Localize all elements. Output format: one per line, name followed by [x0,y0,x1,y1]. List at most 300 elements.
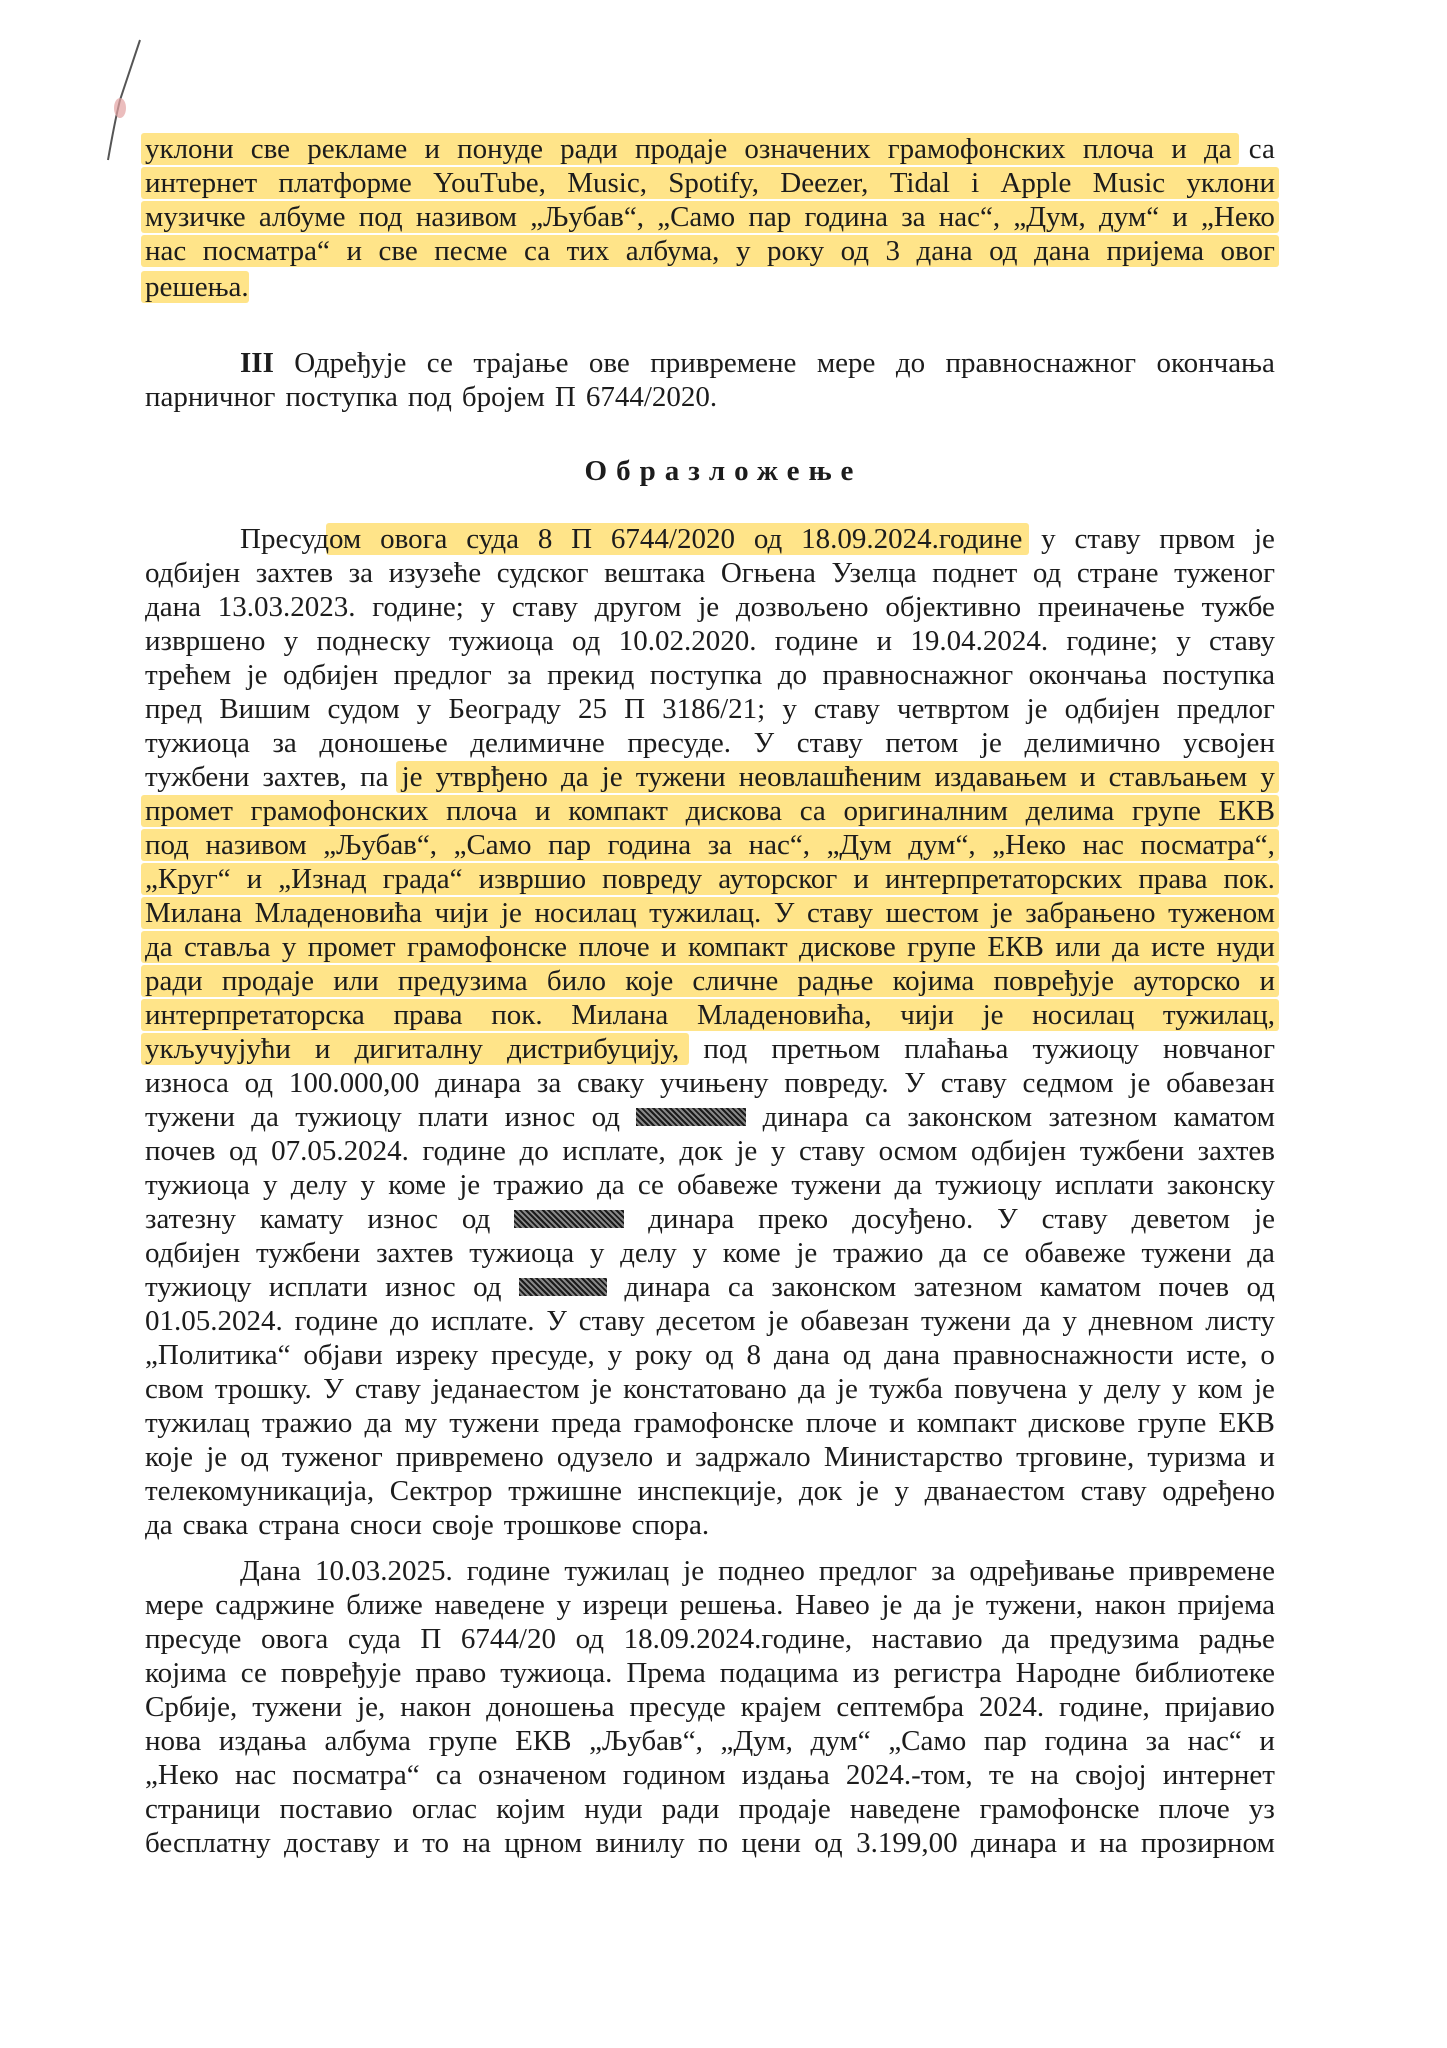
word: за [707,829,733,861]
word: износа [145,1067,229,1099]
text-line [145,692,1275,726]
word: за [507,659,532,691]
word: називом [205,829,307,861]
text-line [145,1724,1275,1758]
word: ставу [1080,1475,1147,1507]
word: ЕКВ [515,1725,572,1757]
word: означених [744,133,871,165]
word: наведене [434,1589,545,1621]
word: одбијен [145,1237,241,1269]
text-line [145,896,1275,930]
word: Младеновића [254,897,423,929]
word: објави [303,1339,383,1371]
word: доставу [284,1827,380,1859]
word: П [624,693,646,725]
word: тужиоцу [145,1271,252,1303]
word: уклони [145,133,234,165]
word: року [766,235,825,267]
word: од [575,1623,605,1655]
word: У [753,727,775,759]
word: динара [970,1827,1057,1859]
text-line [145,1372,1275,1406]
word: све [378,235,418,267]
word: у [281,931,297,963]
word: поднеску [316,625,431,657]
word: овог [1220,235,1275,267]
word: пријема [1106,235,1205,267]
word: трговине, [1016,1441,1135,1473]
word: 07.05.2024. [271,1135,409,1167]
word: дигиталну [354,1033,483,1065]
word: У [323,1373,344,1405]
word: плоче [1158,1793,1230,1825]
word: пресуде [145,1623,242,1655]
word: 3.199,00 [856,1827,958,1859]
word: утврђено [435,761,548,793]
text-line [240,346,1275,380]
word: ове [588,347,630,379]
word: оглас [411,1793,477,1825]
word: ради [661,1793,720,1825]
text-line [145,964,1275,998]
word: суда [466,523,519,555]
word: коме [722,1237,781,1269]
word: поступка [649,659,763,691]
word: и [1080,761,1096,793]
word: „Дум, [1013,201,1086,233]
text-line [145,998,1275,1032]
word: дум“ [1098,201,1160,233]
text-line [145,930,1275,964]
word: у [692,1237,708,1269]
word: те [988,1759,1015,1791]
word: у [894,1475,909,1507]
word: тржишне [508,1475,622,1507]
word: године [422,1135,506,1167]
word: и [393,1827,409,1859]
word: пок. [1223,863,1275,895]
word: свом [145,1373,204,1405]
word: обавеже [1024,1237,1126,1269]
word: дневном [1088,1305,1194,1337]
word: којим [496,1793,566,1825]
word: је [590,1373,612,1405]
word: 6744/2020 [610,523,735,555]
word: законском [907,1101,1033,1133]
word: У [773,897,795,929]
word: од [753,523,783,555]
word: до [390,1305,420,1337]
word: делу [290,1169,348,1201]
word: Одређује [294,347,407,379]
word: грамофонске [407,931,568,963]
word: 3 [885,235,901,267]
word: предузима [397,965,528,997]
word: са [864,1101,892,1133]
word: цени [741,1827,801,1859]
word: П [420,1623,442,1655]
text-line [145,1236,1275,1270]
word: наведене [849,1793,961,1825]
word: Београду [448,693,561,725]
word: 01.05.2024. [145,1305,283,1337]
word: компакт [687,931,788,963]
word: је, [357,1691,386,1723]
word: издавањем [934,761,1067,793]
word: тужиоца [145,727,250,759]
word: да [798,1373,826,1405]
text-line [240,522,1275,556]
word: за [348,557,373,589]
word: у [1176,625,1191,657]
word: тужиоцу [1032,1033,1139,1065]
word: пок. [491,999,543,1031]
word: је [1253,523,1275,555]
word: компакт [916,1407,1017,1439]
word: пријавио [1164,1691,1275,1723]
word: година [1044,1725,1128,1757]
word: година [804,201,888,233]
word: одбијен [970,1135,1067,1167]
word: делу [1104,1373,1161,1405]
word: укључујући [145,1033,291,1065]
word: за [272,727,297,759]
word: је [796,1237,818,1269]
word: је [881,1589,903,1621]
word: интерпретаторских [884,863,1123,895]
word: до [777,659,808,691]
word: својој [1075,1759,1147,1791]
word: године, [1059,1691,1150,1723]
word: повређује [280,1657,402,1689]
word: окончања [1028,659,1148,691]
word: и [853,863,869,895]
word: стављањем [1108,761,1248,793]
word: од [814,1827,843,1859]
word: за [1145,1725,1170,1757]
text-line [145,1202,1275,1236]
word: нова [145,1725,202,1757]
word: динара [648,1203,735,1235]
word: повучена [954,1373,1068,1405]
word: од [591,1101,620,1133]
word: „Неко [145,1759,219,1791]
word: 8 [537,523,553,555]
text-line [145,1826,1275,1860]
word: „Изнад [278,863,367,895]
word: објективно [885,591,1022,623]
word: тужбени [145,761,250,793]
word: поднет [932,557,1018,589]
text-line [145,556,1275,590]
word: или [1055,931,1101,963]
text-line [145,234,1275,268]
word: и [314,1033,331,1065]
word: уз [1248,1793,1275,1825]
word: предлог [818,1555,918,1587]
word: сличне [692,965,779,997]
word: овога [261,1623,329,1655]
word: затезном [913,1271,1023,1303]
word: динара [435,1067,522,1099]
word: је [953,1589,975,1621]
text-line [145,862,1275,896]
word: крајем [740,1691,822,1723]
word: извршено [145,625,266,657]
word: је [459,1169,481,1201]
text-line [145,1338,1275,1372]
word: преко [758,1203,829,1235]
word: коме [388,1169,447,1201]
word: привремене [1128,1555,1275,1587]
word: да [914,1589,942,1621]
text-line [145,132,1275,166]
word: да [894,1169,923,1201]
word: и [424,133,440,165]
word: Deezer, [780,167,869,199]
word: и [1171,133,1187,165]
word: радње [1198,1623,1275,1655]
word: и [246,863,263,895]
word: законском [771,1271,897,1303]
word: пред [145,693,203,725]
word: делима [1025,795,1115,827]
word: У [997,1203,1018,1235]
word: правноснажног [945,347,1137,379]
word: и [1070,1827,1086,1859]
text-line [145,1508,1275,1542]
word: у [782,693,797,725]
word: у [416,693,432,725]
word: да [560,761,589,793]
word: 8 [746,1339,761,1371]
word: до [519,1135,549,1167]
word: је [601,761,623,793]
word: да [1112,931,1140,963]
word: делимично [1024,727,1161,759]
word: продаје [634,133,728,165]
word: сноси [349,1509,422,1541]
word: платформе [278,167,412,199]
word: судског [496,557,589,589]
word: до [895,347,926,379]
word: дана [145,591,202,623]
word: 6744/2020. [585,381,718,413]
word: издања [218,1725,307,1757]
word: тужени [920,1305,1011,1337]
word: исплати [268,1271,368,1303]
word: да [145,1509,173,1541]
word: је [683,1555,705,1587]
word: годином [622,1759,726,1791]
word: посматра“ [202,235,330,267]
word: 2024.-том, [845,1759,973,1791]
word: ставу [1208,625,1275,657]
word: било [546,965,607,997]
word: тужиоца. [500,1657,613,1689]
text-line [145,760,1275,794]
word: је [1026,693,1048,725]
word: албуме [258,201,346,233]
word: у [556,1589,572,1621]
word: регистра [893,1657,1002,1689]
word: посматра“ [292,1759,420,1791]
word: 25 [578,693,607,725]
word: групе [428,1725,498,1757]
word: ставу [511,591,578,623]
text-line [145,1792,1275,1826]
word: одузело [556,1441,654,1473]
word: динара [624,1271,711,1303]
word: „Љубав“, [323,829,438,861]
text-line [145,1032,1275,1066]
word: камату [259,1203,344,1235]
word: рекламе [307,133,408,165]
word: то [422,1827,450,1859]
word: дискове [1028,1407,1126,1439]
word: да [364,1407,393,1439]
word: са [727,1271,754,1303]
word: обавезан [1166,1067,1275,1099]
word: је [401,761,423,793]
word: року [635,1339,693,1371]
word: тужилац. [649,897,762,929]
word: ставу [796,727,863,759]
text-line [145,1066,1275,1100]
text-line [145,1134,1275,1168]
word: црном [504,1827,583,1859]
word: У [904,1067,925,1099]
word: седмом [1022,1067,1114,1099]
word: 19.04.2024. [910,625,1049,657]
word: дана [916,235,973,267]
word: бројем [461,381,545,413]
word: од [705,1339,734,1371]
word: грамофонских [250,795,429,827]
word: право [415,1657,487,1689]
text-line [145,200,1275,234]
word: чији [434,897,489,929]
word: у [589,1237,605,1269]
word: своје [431,1509,494,1541]
word: под [407,381,452,413]
word: „Политика“ [145,1339,291,1371]
word: исплати [1055,1169,1154,1201]
word: од [229,1135,258,1167]
word: у [480,591,496,623]
word: одбијен [145,557,241,589]
word: окончања [1156,347,1275,379]
word: нас“ [1187,1725,1242,1757]
word: стране [1076,557,1159,589]
word: којима [145,1657,227,1689]
word: ставу [813,693,880,725]
word: исте [1151,931,1206,963]
word: плоча [1082,133,1155,165]
word: ставља [184,931,271,963]
text-line [145,1474,1275,1508]
word: пар [748,201,792,233]
word: прозирном [1141,1827,1275,1859]
word: које [145,1441,194,1473]
word: називом [415,201,518,233]
word: дискове [799,931,896,963]
word: од [240,1441,269,1473]
word: и [1259,1725,1275,1757]
word: спора. [631,1509,710,1541]
word: повреду. [784,1067,889,1099]
word: грамофонске [633,1407,794,1439]
word: дистрибуцију, [506,1033,680,1065]
word: интерпретаторска [145,999,365,1031]
word: песме [434,235,508,267]
word: овога [380,523,448,555]
redaction-mark [519,1278,607,1296]
redaction-mark [514,1210,624,1228]
word: Милана [571,999,669,1031]
word: промет [145,795,233,827]
word: под [703,1033,748,1065]
word: је [1129,1067,1151,1099]
word: судом [327,693,400,725]
word: П [554,381,576,413]
word: све [250,133,291,165]
word: Министарство [823,1441,1003,1473]
word: каматом [1039,1271,1142,1303]
word: „Дум, [720,1725,793,1757]
word: да [1203,133,1232,165]
word: прекид [547,659,635,691]
word: тужиоца [448,625,554,657]
word: туженог [281,1441,383,1473]
word: тужилац [564,1555,670,1587]
word: тужени [252,1691,343,1723]
word: тужилац [145,1407,250,1439]
word: је [1254,1203,1275,1235]
word: инспекције, [637,1475,784,1507]
word: почев [145,1135,216,1167]
word: на [1030,1759,1059,1791]
word: трошку. [214,1373,312,1405]
word: ради [145,965,203,997]
word: подацима [719,1657,839,1689]
word: тих [566,235,610,267]
word: ставу [940,1067,1007,1099]
word: захтев [376,1237,454,1269]
text-line [145,658,1275,692]
word: садржине [215,1589,335,1621]
word: за [931,1555,956,1587]
word: 3186/21; [662,693,766,725]
word: осмом [878,1135,958,1167]
word: се [240,1657,267,1689]
word: преиначење [1037,591,1185,623]
word: Милана [145,897,243,929]
word: за [536,1067,562,1099]
word: носилац [534,897,637,929]
word: мере [145,1589,204,1621]
text-line [145,590,1275,624]
word: да [596,1169,625,1201]
word: у [1078,1373,1093,1405]
word: тужиоцу [295,1101,402,1133]
word: повреду [602,863,703,895]
word: винилу [595,1827,685,1859]
word: се [426,347,453,379]
word: у [1260,761,1275,793]
word: правноснажности [953,1339,1174,1371]
word: од [840,235,870,267]
